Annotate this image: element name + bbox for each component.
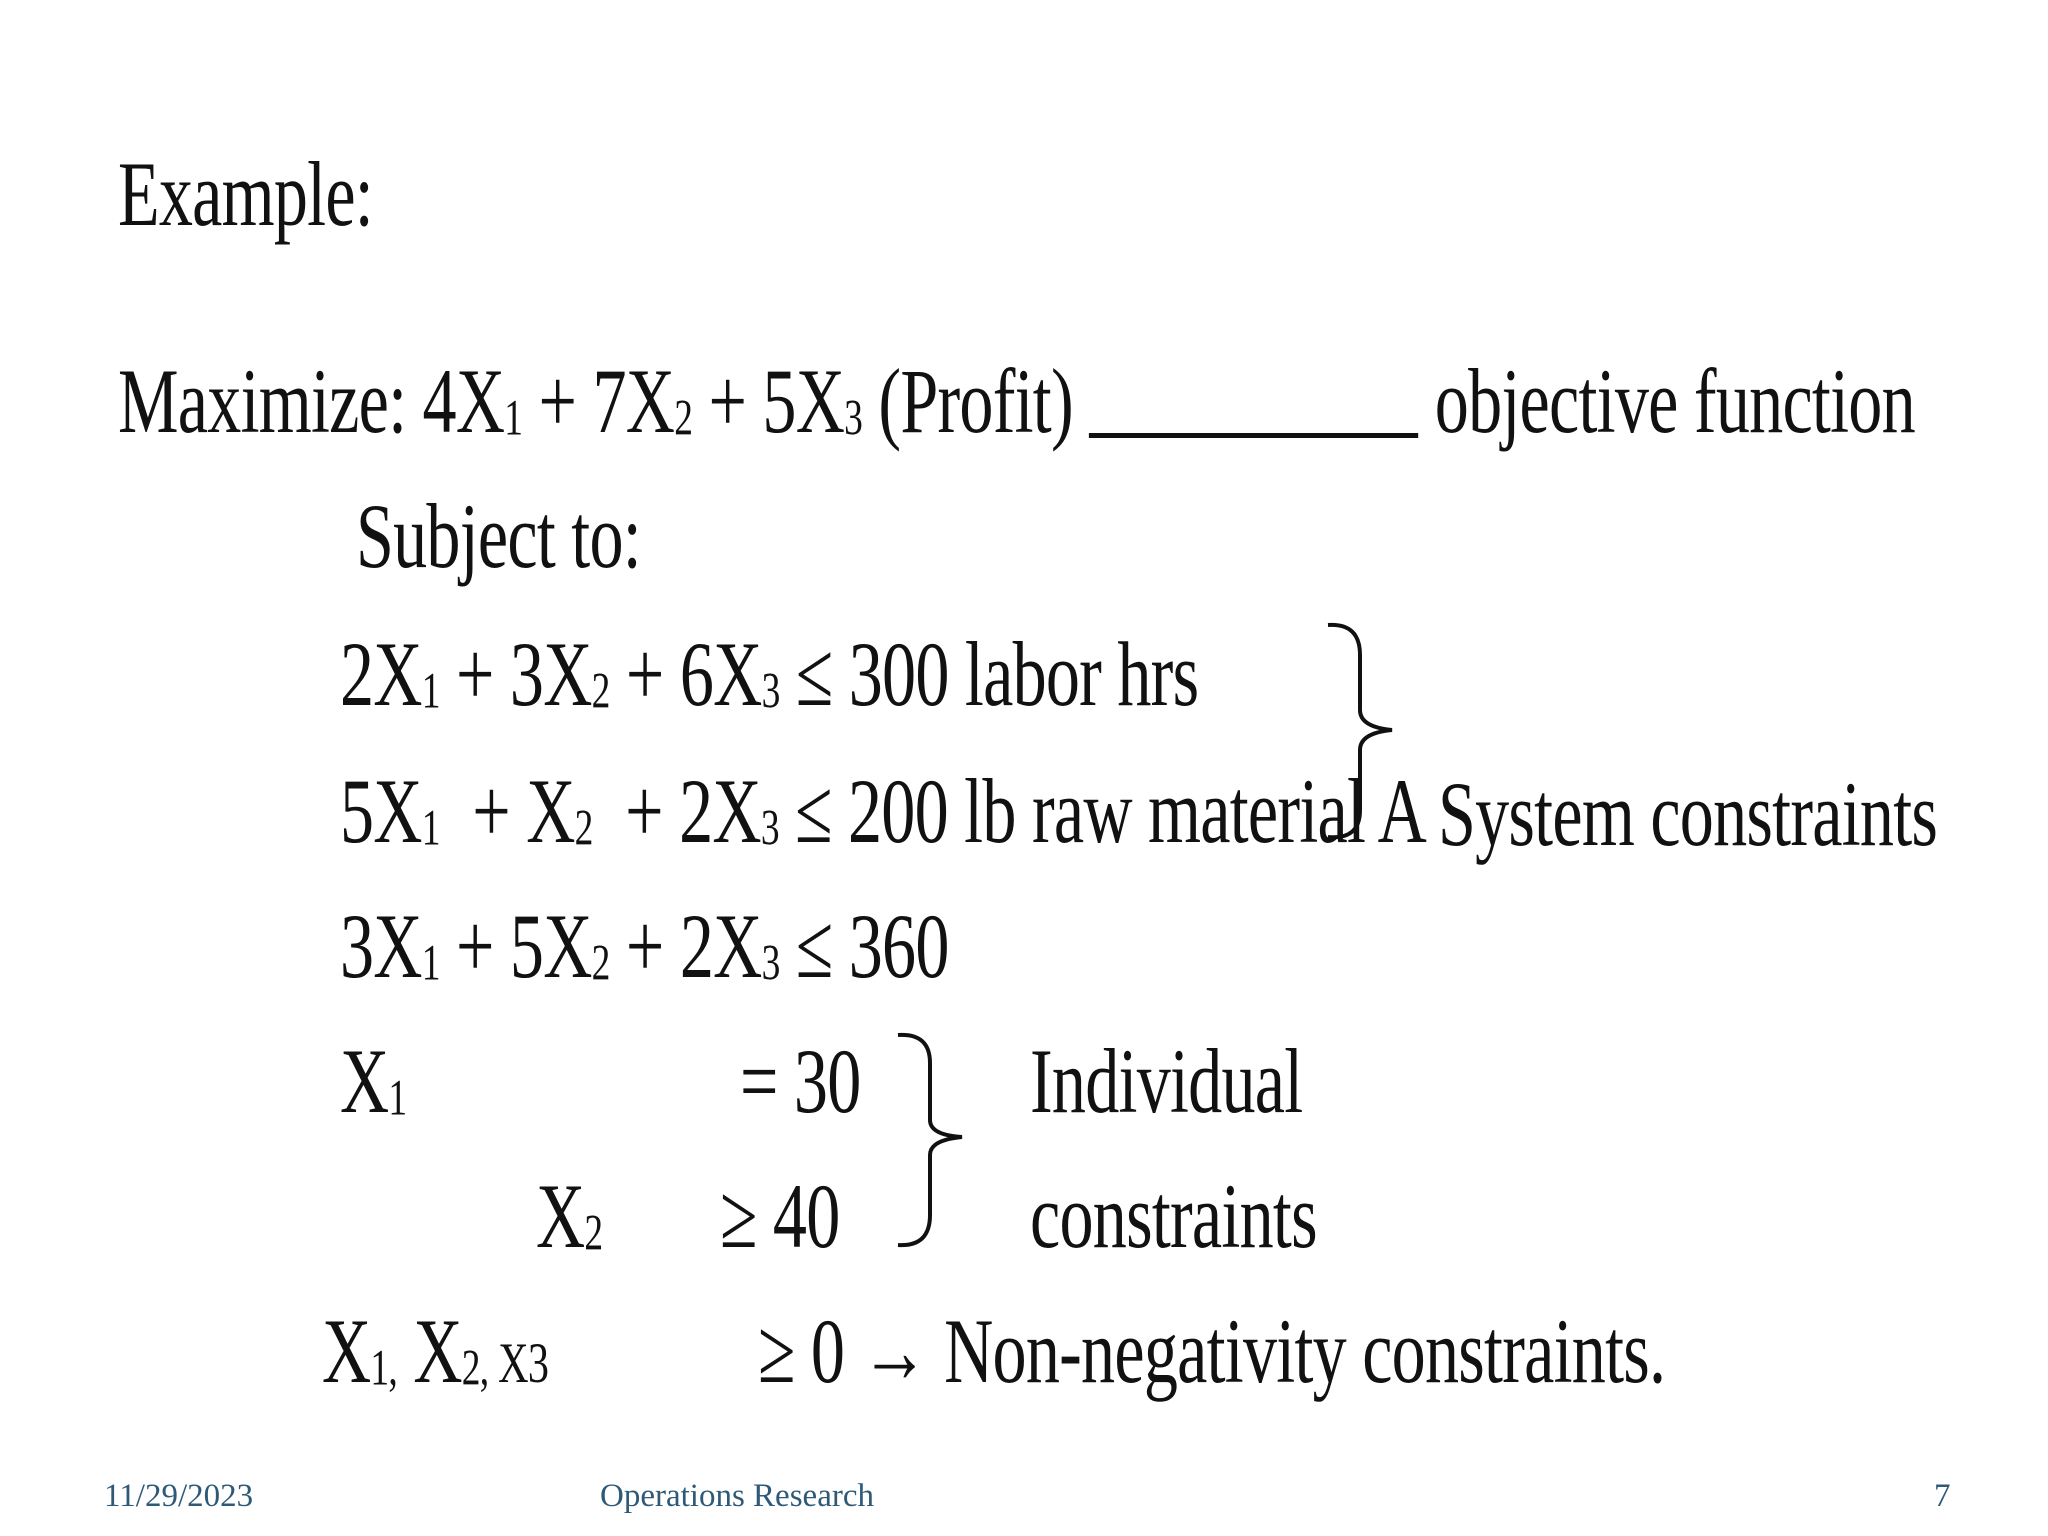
system-constraints-label: System constraints xyxy=(1438,763,1938,865)
nonneg-constraint: ≥ 0 → Non-negativity constraints. xyxy=(758,1300,1666,1402)
constraint-row: $5X_1 + X_2 + 2X_3 \le 200$ lb raw material A xyxy=(340,760,1427,862)
maximize-label: Maximize: xyxy=(118,350,407,452)
footer-title: Operations Research xyxy=(600,1478,874,1514)
underline-rule xyxy=(1089,433,1418,438)
individual-label: Individual xyxy=(1030,1030,1303,1132)
individual-constraints-brace xyxy=(890,1025,970,1250)
individual-x1: $X_1$ xyxy=(340,1030,407,1132)
subject-to-label: Subject to: xyxy=(356,485,641,587)
nonneg-variables: $X_{1,}$ $X_{2,}$ X3 xyxy=(322,1300,549,1402)
constraint-row: $3X_1 + 5X_2 + 2X_3 \le 360$ xyxy=(340,895,949,997)
objective-annotation: objective function xyxy=(1418,350,1915,452)
slide-number: 7 xyxy=(1934,1478,1951,1514)
slide-heading: Example: xyxy=(118,143,373,245)
profit-note: (Profit) xyxy=(862,350,1090,452)
individual-x1-relation: = 30 xyxy=(740,1030,861,1132)
footer-date: 11/29/2023 xyxy=(104,1478,254,1514)
individual-constraints-label: constraints xyxy=(1030,1165,1317,1267)
individual-x2: $X_2$ xyxy=(536,1165,603,1267)
objective-function-line: Maximize: $4X_1 + 7X_2 + 5X_3$ (Profit) objective function xyxy=(118,350,1915,452)
individual-x2-relation: ≥ 40 xyxy=(720,1165,840,1267)
system-constraints-brace xyxy=(1320,615,1400,845)
constraint-row: $2X_1 + 3X_2 + 6X_3 \le 300$ labor hrs xyxy=(340,623,1199,725)
